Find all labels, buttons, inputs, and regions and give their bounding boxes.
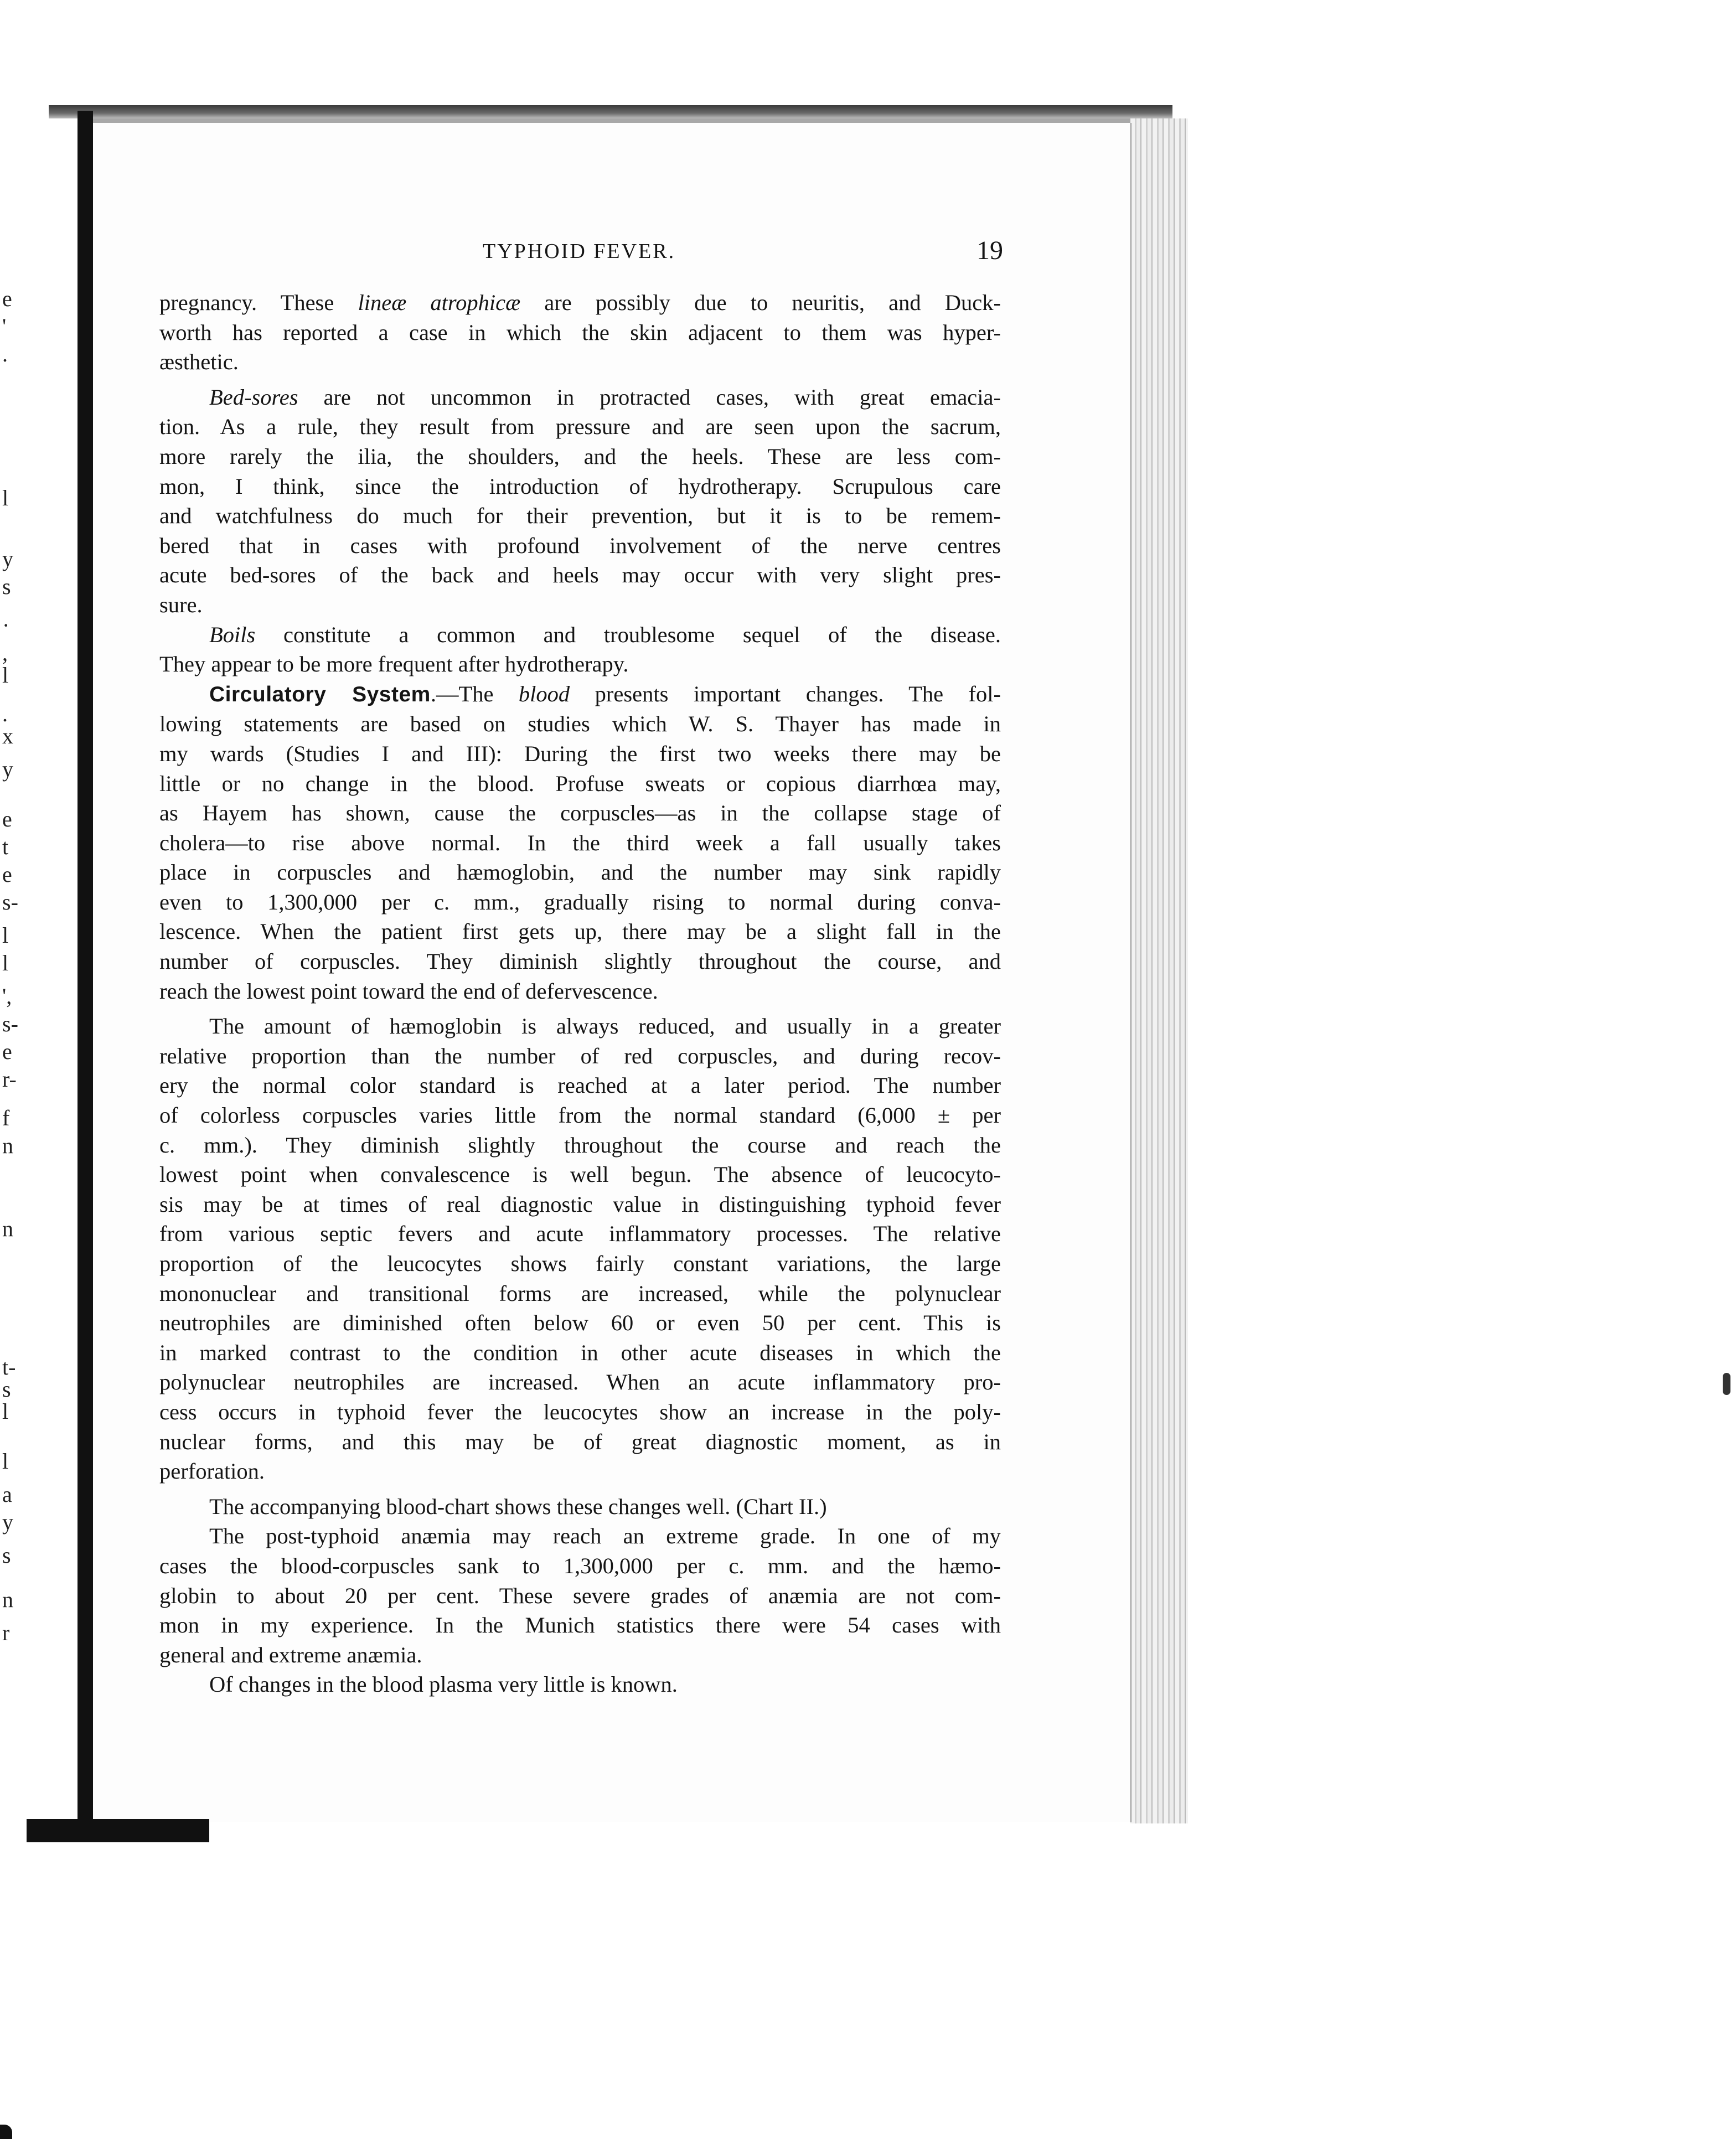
text-line [159, 620, 1001, 650]
text-line: globin to about 20 per cent. These severe grades of anæmia are not com- [159, 1583, 1001, 1608]
text-line: little or no change in the blood. Profuse sweats or copious diarrhœa may, [159, 771, 1001, 796]
margin-fragment: e [2, 286, 12, 311]
text-line: mon in my experience. In the Munich statistics there were 54 cases with [159, 1613, 1001, 1638]
margin-fragment: ' [2, 314, 7, 339]
paragraph [159, 1492, 1001, 1522]
running-head: TYPHOID FEVER. [483, 240, 676, 263]
italic-term: lineæ atrophicæ [358, 290, 521, 315]
margin-fragment: n [2, 1133, 13, 1158]
text-line: reach the lowest point toward the end of defervescence. [159, 978, 658, 1004]
text-line: from various septic fevers and acute inflammatory processes. The relative [159, 1221, 1001, 1247]
text-line: lescence. When the patient first gets up, there may be a slight fall in the [159, 919, 1001, 944]
text-line: of colorless corpuscles varies little from the normal standard (6,000 ± per [159, 1103, 1001, 1128]
paragraph [159, 1670, 1001, 1699]
margin-fragment: · [2, 613, 10, 638]
text-line: They appear to be more frequent after hydrotherapy. [159, 652, 629, 677]
section-heading: Circulatory System [209, 682, 431, 706]
margin-fragment: s- [2, 890, 18, 914]
text-line: sis may be at times of real diagnostic value in distinguishing typhoid fever [159, 1191, 1001, 1217]
left-margin-fragments [0, 0, 22, 2139]
text-line: cases the blood-corpuscles sank to 1,300,000 per c. mm. and the hæmo- [159, 1553, 1001, 1578]
margin-fragment: l [2, 923, 9, 948]
text-line: polynuclear neutrophiles are increased. When an acute inflammatory pro- [159, 1370, 1001, 1395]
margin-fragment: l [2, 1449, 9, 1474]
text-line: æsthetic. [159, 349, 239, 375]
margin-fragment: x [2, 724, 13, 748]
text-line [159, 679, 1001, 710]
text-line: sure. [159, 592, 203, 617]
margin-fragment: . [2, 701, 8, 726]
text-line: neutrophiles are diminished often below 60 or even 50 per cent. This is [159, 1310, 1001, 1336]
margin-fragment: s [2, 574, 11, 599]
text-line: place in corpuscles and hæmoglobin, and the number may sink rapidly [159, 860, 1001, 885]
margin-fragment: r- [2, 1067, 17, 1092]
page-edge-stack [1130, 118, 1188, 1823]
paragraph [159, 288, 1001, 377]
margin-fragment: l [2, 1399, 9, 1424]
paragraph [159, 1011, 1001, 1486]
text-line: lowing statements are based on studies which W. S. Thayer has made in [159, 711, 1001, 737]
body-text [159, 288, 1001, 1699]
text-run: pregnancy. These [159, 290, 358, 315]
margin-fragment: t- [2, 1355, 16, 1380]
text-line: perforation. [159, 1459, 265, 1484]
margin-fragment: s [2, 1377, 11, 1402]
margin-fragment: s [2, 1543, 11, 1568]
margin-fragment: l [2, 485, 9, 510]
text-line: c. mm.). They diminish slightly throughout the course and reach the [159, 1132, 1001, 1158]
page-number: 19 [976, 236, 1003, 265]
scan-binding-edge-bottom [27, 1819, 209, 1842]
text-line: number of corpuscles. They diminish slightly throughout the course, and [159, 949, 1001, 974]
paragraph [159, 620, 1001, 679]
margin-fragment: n [2, 1587, 13, 1612]
text-line: proportion of the leucocytes shows fairly constant variations, the large [159, 1251, 1001, 1276]
text-run: are not uncommon in protracted cases, with great emacia- [298, 384, 1001, 410]
text-line: general and extreme anæmia. [159, 1642, 422, 1667]
margin-fragment: t [2, 834, 9, 859]
text-run: presents important changes. The fol- [570, 681, 1001, 706]
text-run: .—The [430, 681, 519, 706]
paragraph [159, 1521, 1001, 1670]
text-line: cess occurs in typhoid fever the leucocytes show an increase in the poly- [159, 1399, 1001, 1424]
text-line: Of changes in the blood plasma very little is known. [209, 1672, 678, 1697]
text-line: mononuclear and transitional forms are increased, while the polynuclear [159, 1280, 1001, 1306]
margin-fragment: n [2, 1216, 13, 1241]
text-line: acute bed-sores of the back and heels may occur with very slight pres- [159, 562, 1001, 588]
margin-fragment: e [2, 862, 12, 887]
margin-fragment: y [2, 546, 13, 571]
margin-fragment: f [2, 1105, 10, 1130]
text-line: relative proportion than the number of red corpuscles, and during recov- [159, 1043, 1001, 1068]
text-run: constitute a common and troublesome sequel of the disease. [255, 622, 1001, 647]
text-line: as Hayem has shown, cause the corpuscles—as in the collapse stage of [159, 800, 1001, 826]
margin-fragment: e [2, 807, 12, 831]
margin-fragment: y [2, 1510, 13, 1534]
text-line: worth has reported a case in which the skin adjacent to them was hyper- [159, 319, 1001, 345]
margin-fragment: , [2, 640, 8, 665]
text-line: ery the normal color standard is reached at a later period. The number [159, 1073, 1001, 1098]
margin-fragment: l [2, 663, 9, 688]
italic-term: Boils [209, 622, 256, 647]
scan-artifact-mark [1723, 1373, 1730, 1395]
margin-fragment: a [2, 1482, 12, 1507]
text-line: even to 1,300,000 per c. mm., gradually rising to normal during conva- [159, 889, 1001, 914]
margin-fragment: e [2, 1039, 12, 1064]
margin-fragment: y [2, 757, 13, 782]
text-line: mon, I think, since the introduction of hydrotherapy. Scrupulous care [159, 473, 1001, 499]
scan-binding-edge-top-thin [89, 118, 1171, 123]
italic-term: Bed-sores [209, 384, 298, 410]
text-line: nuclear forms, and this may be of great diagnostic moment, as in [159, 1429, 1001, 1454]
margin-fragment: s- [2, 1011, 18, 1036]
text-run: are possibly due to neuritis, and Duck- [520, 290, 1001, 315]
text-line: tion. As a rule, they result from pressure and are seen upon the sacrum, [159, 414, 1001, 440]
paragraph [159, 383, 1001, 620]
margin-fragment: r [2, 1620, 10, 1645]
scan-binding-edge-left [78, 111, 93, 1821]
italic-term: blood [518, 681, 570, 706]
margin-fragment: ', [2, 984, 12, 1009]
text-line: my wards (Studies I and III): During the first two weeks there may be [159, 741, 1001, 766]
text-line: more rarely the ilia, the shoulders, and the heels. These are less com- [159, 443, 1001, 469]
margin-fragment: l [2, 950, 9, 975]
text-line: The accompanying blood-chart shows these changes well. (Chart II.) [209, 1494, 827, 1519]
scan-binding-edge-top [49, 105, 1172, 118]
text-line: in marked contrast to the condition in other acute diseases in which the [159, 1340, 1001, 1365]
margin-fragment: . [2, 342, 8, 366]
text-line: The amount of hæmoglobin is always reduced, and usually in a greater [209, 1014, 1001, 1039]
text-line: bered that in cases with profound involvement of the nerve centres [159, 533, 1001, 558]
text-line [159, 288, 1001, 318]
text-line: The post-typhoid anæmia may reach an extreme grade. In one of my [209, 1523, 1001, 1549]
paragraph [159, 679, 1001, 1006]
text-line: lowest point when convalescence is well begun. The absence of leucocyto- [159, 1162, 1001, 1187]
text-line: cholera—to rise above normal. In the third week a fall usually takes [159, 830, 1001, 855]
text-line [159, 383, 1001, 412]
text-line: and watchfulness do much for their prevention, but it is to be remem- [159, 503, 1001, 529]
